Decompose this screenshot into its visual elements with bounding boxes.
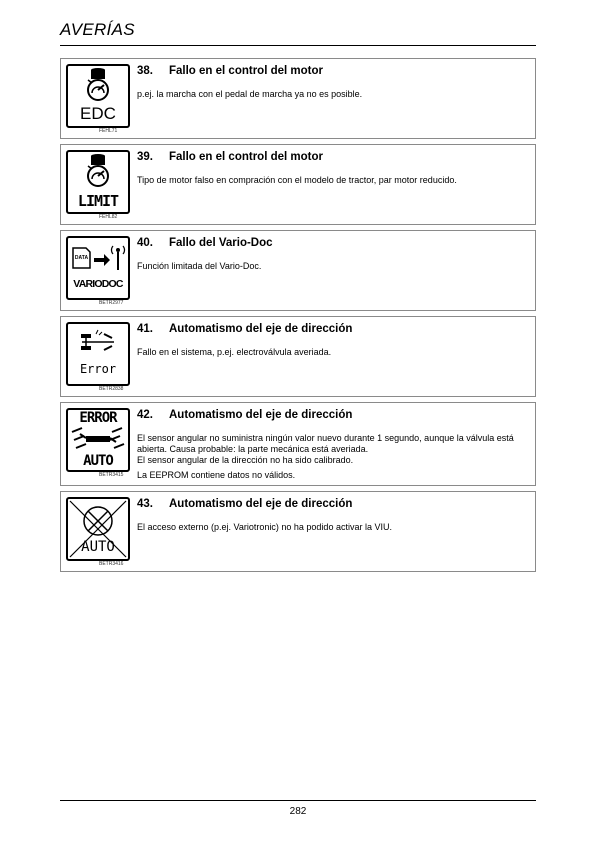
fault-heading bbox=[137, 237, 529, 249]
fault-heading bbox=[137, 151, 529, 163]
fault-title: Fallo en el control del motor bbox=[169, 151, 323, 163]
icon-label: AUTO bbox=[81, 539, 115, 555]
fault-number: 43. bbox=[137, 498, 153, 510]
fault-entry-42 bbox=[60, 402, 536, 486]
fault-description: Función limitada del Vario-Doc. bbox=[137, 261, 262, 271]
icon-label: LIMIT bbox=[77, 192, 119, 210]
fault-title: Automatismo del eje de dirección bbox=[169, 498, 353, 510]
fault-number: 41. bbox=[137, 323, 153, 335]
fault-entry-41 bbox=[60, 316, 536, 397]
icon-sub-label: DATA bbox=[74, 255, 89, 261]
image-code: BETR2977 bbox=[99, 300, 124, 306]
fault-title: Fallo del Vario-Doc bbox=[169, 237, 273, 249]
footer-rule bbox=[60, 800, 536, 801]
title-rule bbox=[60, 45, 536, 46]
variodoc-icon bbox=[66, 236, 130, 300]
fault-heading bbox=[137, 498, 529, 510]
fault-heading bbox=[137, 323, 529, 335]
fault-description: El acceso externo (p.ej. Variotronic) no ha podido activar la VIU. bbox=[137, 522, 392, 532]
fault-title: Automatismo del eje de dirección bbox=[169, 409, 353, 421]
fault-description: Tipo de motor falso en compración con el modelo de tractor, par motor reducido. bbox=[137, 175, 457, 185]
steering-error-icon bbox=[66, 322, 130, 386]
image-code: FEHL82 bbox=[99, 214, 118, 220]
icon-label: Error bbox=[79, 362, 117, 376]
fault-heading bbox=[137, 65, 529, 77]
fault-title: Automatismo del eje de dirección bbox=[169, 323, 353, 335]
fault-description: Fallo en el sistema, p.ej. electroválvula averiada. bbox=[137, 347, 332, 357]
engine-edc-icon bbox=[66, 64, 130, 128]
page-title: AVERÍAS bbox=[60, 20, 135, 39]
fault-entry-40 bbox=[60, 230, 536, 311]
icon-label: EDC bbox=[80, 104, 116, 123]
fault-list bbox=[60, 58, 536, 577]
image-code: BETR2838 bbox=[99, 386, 124, 392]
image-code: BETR3416 bbox=[99, 561, 124, 567]
fault-description: El sensor angular de la dirección no ha sido calibrado. bbox=[137, 455, 354, 465]
image-code: FEHL71 bbox=[99, 128, 118, 134]
fault-number: 40. bbox=[137, 237, 153, 249]
fault-description: p.ej. la marcha con el pedal de marcha ya no es posible. bbox=[137, 89, 363, 99]
fault-number: 42. bbox=[137, 409, 153, 421]
steering-auto-error-icon bbox=[66, 408, 130, 472]
fault-entry-38 bbox=[60, 58, 536, 139]
engine-limit-icon bbox=[66, 150, 130, 214]
icon-label: VARIODOC bbox=[73, 278, 123, 290]
steering-auto-crossed-icon bbox=[66, 497, 130, 561]
fault-entry-43 bbox=[60, 491, 536, 572]
fault-number: 38. bbox=[137, 65, 153, 77]
page-number: 282 bbox=[289, 806, 307, 817]
fault-entry-39 bbox=[60, 144, 536, 225]
image-code: BETR3415 bbox=[99, 472, 124, 478]
fault-title: Fallo en el control del motor bbox=[169, 65, 323, 77]
icon-sub-label: AUTO bbox=[83, 453, 113, 469]
fault-heading bbox=[137, 409, 529, 421]
fault-description: La EEPROM contiene datos no válidos. bbox=[137, 470, 296, 480]
icon-label: ERROR bbox=[79, 410, 117, 426]
fault-description: El sensor angular no suministra ningún valor nuevo durante 1 segundo, aunque la válvula está abierta. Causa probable: la parte mecánica está averiada. bbox=[137, 433, 514, 454]
fault-number: 39. bbox=[137, 151, 153, 163]
